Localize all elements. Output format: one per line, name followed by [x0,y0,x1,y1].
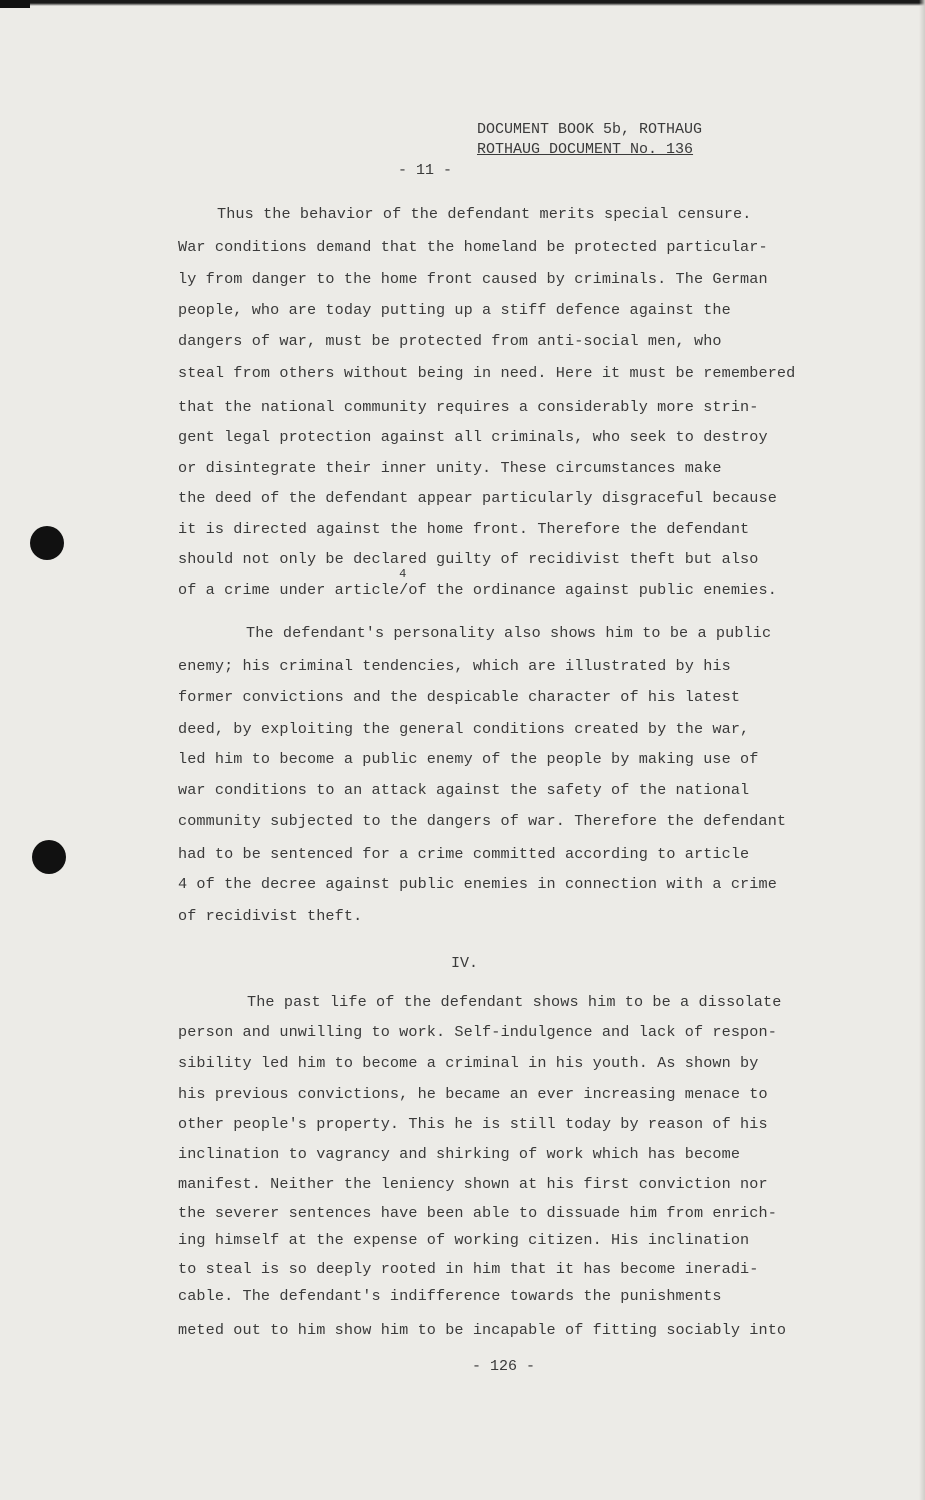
header-line-2: ROTHAUG DOCUMENT No. 136 [477,141,694,158]
paragraph-3-line: The past life of the defendant shows him to be a dissolate [247,993,782,1011]
superscript-wrapper: 4 / [399,567,409,599]
page-top-edge [0,0,925,6]
paragraph-1-line: should not only be declared guilty of recidivist theft but also [178,550,759,568]
paragraph-1-line: dangers of war, must be protected from anti-social men, who [178,332,722,350]
paragraph-1-line: people, who are today putting up a stiff defence against the [178,301,731,319]
paragraph-1-last-after: of the ordinance against public enemies. [408,581,777,599]
paragraph-1-line: steal from others without being in need. Here it must be remembered [178,364,796,382]
paragraph-3-line: cable. The defendant's indifference towards the punishments [178,1287,722,1305]
superscript-article-number: 4 [399,567,407,581]
punch-hole [30,526,64,560]
paragraph-1-line: or disintegrate their inner unity. These circumstances make [178,459,722,477]
paragraph-3-line: other people's property. This he is still today by reason of his [178,1115,768,1133]
section-heading: IV. [451,955,479,972]
paragraph-1-last-before: of a crime under article [178,581,400,599]
paragraph-1-line: the deed of the defendant appear particularly disgraceful because [178,489,777,507]
paragraph-2-line: deed, by exploiting the general conditions created by the war, [178,720,750,738]
paragraph-1-line: Thus the behavior of the defendant merits special censure. [217,205,752,223]
paragraph-3-line: person and unwilling to work. Self-indulgence and lack of respon- [178,1023,777,1041]
punch-hole [32,840,66,874]
header-line-1: DOCUMENT BOOK 5b, ROTHAUG [477,121,703,138]
paragraph-2-line: led him to become a public enemy of the people by making use of [178,750,759,768]
paragraph-1-line-last [178,567,777,599]
page-number-bottom: - 126 - [472,1358,536,1375]
paragraph-2-line: of recidivist theft. [178,907,363,925]
paragraph-2-line: enemy; his criminal tendencies, which are illustrated by his [178,657,731,675]
paragraph-3-line: the severer sentences have been able to dissuade him from enrich- [178,1204,777,1222]
paragraph-2-line: war conditions to an attack against the safety of the national [178,781,750,799]
paragraph-3-line: ing himself at the expense of working citizen. His inclination [178,1231,750,1249]
paragraph-2-line: 4 of the decree against public enemies in connection with a crime [178,875,777,893]
paragraph-3-line: to steal is so deeply rooted in him that it has become ineradi- [178,1260,759,1278]
paragraph-1-line: that the national community requires a considerably more strin- [178,398,759,416]
paragraph-2-line: had to be sentenced for a crime committed according to article [178,845,750,863]
paragraph-2-line: community subjected to the dangers of war. Therefore the defendant [178,812,787,830]
page-right-edge [919,0,925,1500]
page-number-top: - 11 - [398,162,453,179]
paragraph-1-line: ly from danger to the home front caused by criminals. The German [178,270,768,288]
page-corner-mark [0,0,30,8]
paragraph-3-line: inclination to vagrancy and shirking of work which has become [178,1145,741,1163]
paragraph-3-line: meted out to him show him to be incapable of fitting sociably into [178,1321,787,1339]
paragraph-1-line: gent legal protection against all criminals, who seek to destroy [178,428,768,446]
paragraph-3-line: manifest. Neither the leniency shown at his first conviction nor [178,1175,768,1193]
paragraph-3-line: sibility led him to become a criminal in his youth. As shown by [178,1054,759,1072]
paragraph-1-line: War conditions demand that the homeland be protected particular- [178,238,768,256]
paragraph-3-line: his previous convictions, he became an ever increasing menace to [178,1085,768,1103]
document-header [477,120,702,160]
paragraph-1-line: it is directed against the home front. Therefore the defendant [178,520,750,538]
paragraph-2-line: former convictions and the despicable character of his latest [178,688,741,706]
paragraph-2-line: The defendant's personality also shows him to be a public [246,624,772,642]
